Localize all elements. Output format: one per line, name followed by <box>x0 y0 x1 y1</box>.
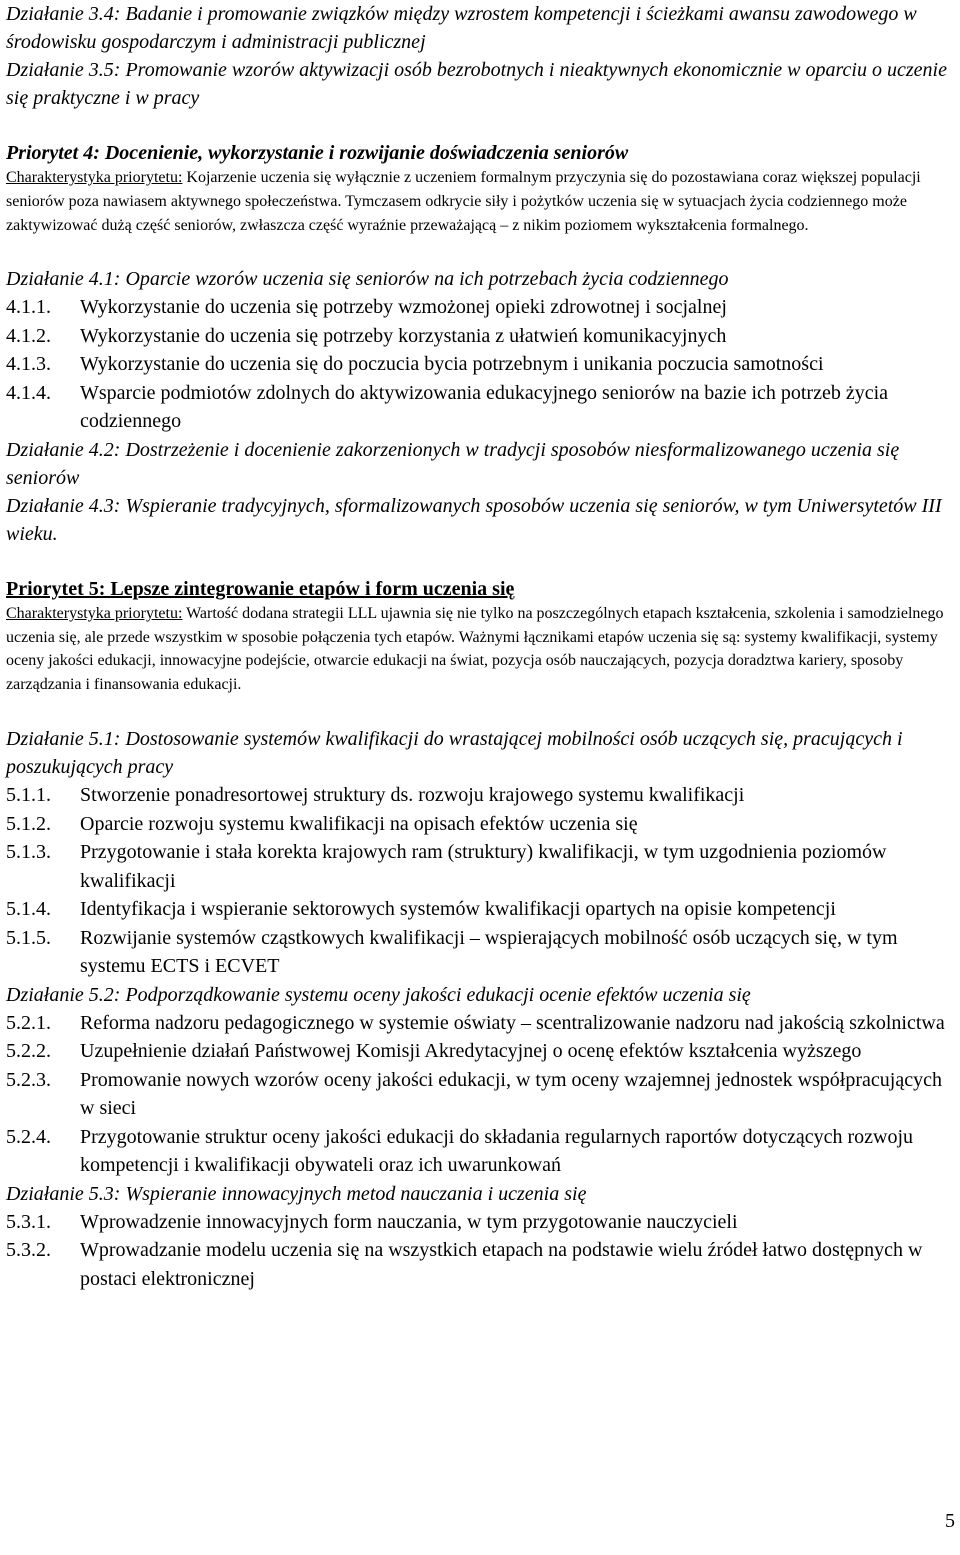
item-text: Przygotowanie struktur oceny jakości edukacji do składania regularnych raportów dotyczących rozwoju kompetencji i kwalifikacji obywateli oraz ich uwarunkowań <box>80 1125 914 1177</box>
list-item <box>6 924 956 981</box>
list-item <box>6 1208 956 1237</box>
item-number: 5.2.3. <box>6 1068 51 1091</box>
item-number: 5.2.4. <box>6 1125 51 1148</box>
action-4-2 <box>6 436 956 492</box>
list-item <box>6 1037 956 1066</box>
item-number: 4.1.4. <box>6 381 51 404</box>
action-text: Oparcie wzorów uczenia się seniorów na ich potrzebach życia codziennego <box>125 268 729 291</box>
item-number: 5.1.5. <box>6 926 51 949</box>
action-3-5 <box>6 56 956 112</box>
action-label: Działanie 3.4: <box>6 3 121 25</box>
action-5-1 <box>6 725 956 781</box>
item-number: 5.2.2. <box>6 1040 51 1063</box>
priority-4-characteristics <box>6 166 956 237</box>
list-item <box>6 1009 956 1038</box>
action-label: Działanie 4.3: <box>6 494 121 517</box>
action-5-2 <box>6 981 956 1009</box>
item-text: Wprowadzenie innowacyjnych form nauczania, w tym przygotowanie nauczycieli <box>80 1210 738 1233</box>
list-item <box>6 1123 956 1180</box>
item-number: 5.1.4. <box>6 898 51 921</box>
item-number: 5.1.2. <box>6 812 51 835</box>
action-text: Dostrzeżenie i docenienie zakorzenionych w tradycji sposobów niesformalizowanego uczenia się seniorów <box>6 438 900 489</box>
action-label: Działanie 5.2: <box>6 983 121 1006</box>
action-text: Promowanie wzorów aktywizacji osób bezrobotnych i nieaktywnych ekonomicznie w oparciu o uczenie się praktyczne i w pracy <box>6 59 947 109</box>
item-text: Stworzenie ponadresortowej struktury ds. rozwoju krajowego systemu kwalifikacji <box>80 784 745 807</box>
list-item <box>6 322 956 351</box>
characteristics-label: Charakterystyka priorytetu: <box>6 604 183 622</box>
item-number: 5.3.1. <box>6 1210 51 1233</box>
list-item <box>6 379 956 436</box>
item-text: Wsparcie podmiotów zdolnych do aktywizowania edukacyjnego seniorów na bazie ich potrzeb życia codziennego <box>80 381 889 433</box>
item-number: 4.1.3. <box>6 353 51 376</box>
list-item <box>6 1236 956 1293</box>
item-text: Wykorzystanie do uczenia się potrzeby wzmożonej opieki zdrowotnej i socjalnej <box>80 296 727 319</box>
item-number: 5.1.3. <box>6 841 51 864</box>
action-text: Wspieranie tradycyjnych, sformalizowanych sposobów uczenia się seniorów, w tym Uniwersytetów III wieku. <box>6 494 942 545</box>
item-text: Wykorzystanie do uczenia się do poczucia bycia potrzebnym i unikania poczucia samotności <box>80 353 824 376</box>
priority-5-title: Priorytet 5: Lepsze zintegrowanie etapów i form uczenia się <box>6 577 515 600</box>
item-number: 5.2.1. <box>6 1011 51 1034</box>
list-item <box>6 838 956 895</box>
action-text: Badanie i promowanie związków między wzrostem kompetencji i ścieżkami awansu zawodowego w środowisku gospodarczym i administracji publicznej <box>6 3 917 53</box>
action-5-3 <box>6 1180 956 1208</box>
item-text: Oparcie rozwoju systemu kwalifikacji na opisach efektów uczenia się <box>80 812 638 835</box>
item-number: 5.3.2. <box>6 1239 51 1262</box>
item-text: Wykorzystanie do uczenia się potrzeby korzystania z ułatwień komunikacyjnych <box>80 324 727 347</box>
priority-5-characteristics <box>6 602 956 697</box>
item-text: Promowanie nowych wzorów oceny jakości edukacji, w tym oceny wzajemnej jednostek współpracujących w sieci <box>80 1068 942 1120</box>
list-item <box>6 810 956 839</box>
list-item <box>6 293 956 322</box>
item-text: Identyfikacja i wspieranie sektorowych systemów kwalifikacji opartych na opisie kompetencji <box>80 898 836 921</box>
action-text: Wspieranie innowacyjnych metod nauczania i uczenia się <box>125 1182 587 1205</box>
page-number: 5 <box>945 1510 955 1532</box>
list-item <box>6 350 956 379</box>
action-label: Działanie 3.5: <box>6 59 121 81</box>
action-4-1 <box>6 265 956 293</box>
list-item <box>6 781 956 810</box>
action-3-4 <box>6 0 956 56</box>
item-text: Uzupełnienie działań Państwowej Komisji Akredytacyjnej o ocenę efektów kształcenia wyższego <box>80 1040 862 1063</box>
list-item <box>6 1066 956 1123</box>
action-label: Działanie 5.3: <box>6 1182 121 1205</box>
characteristics-label: Charakterystyka priorytetu: <box>6 169 183 186</box>
item-text: Rozwijanie systemów cząstkowych kwalifikacji – wspierających mobilność osób uczących się, w tym systemu ECTS i ECVET <box>80 926 898 978</box>
action-text: Podporządkowanie systemu oceny jakości edukacji ocenie efektów uczenia się <box>125 983 751 1006</box>
list-item <box>6 895 956 924</box>
item-number: 4.1.2. <box>6 324 51 347</box>
characteristics-text: Wartość dodana strategii LLL ujawnia się nie tylko na poszczególnych etapach kształcenia, szkolenia i samodzielnego uczenia się, ale przede wszystkim w sposobie połączenia tych etapów. Ważnymi łącznikami etapów uczenia się są: systemy kwalifikacji, systemy oceny jakości edukacji, innowacyjne podejście, otwarcie edukacji na świat, pozycja osób nauczających, pozycja doradztwa kariery, sposoby zarządzania i finansowania edukacji. <box>6 604 944 694</box>
item-text: Wprowadzanie modelu uczenia się na wszystkich etapach na podstawie wielu źródeł łatwo dostępnych w postaci elektronicznej <box>80 1239 923 1290</box>
item-number: 4.1.1. <box>6 296 51 319</box>
action-4-3 <box>6 492 956 548</box>
characteristics-text: Kojarzenie uczenia się wyłącznie z uczeniem formalnym przyczynia się do pozostawiana coraz większej populacji seniorów poza nawiasem aktywnego społeczeństwa. Tymczasem odkrycie siły i pożytków uczenia się w sytuacjach życia codziennego może zaktywizować dużą część seniorów, zwłaszcza część wyraźnie przeważającą – z nikim poziomem wykształcenia formalnego. <box>6 169 921 234</box>
item-text: Przygotowanie i stała korekta krajowych ram (struktury) kwalifikacji, w tym uzgodnienia poziomów kwalifikacji <box>80 841 887 892</box>
action-label: Działanie 4.2: <box>6 438 121 461</box>
action-label: Działanie 4.1: <box>6 268 121 291</box>
action-label: Działanie 5.1: <box>6 728 121 751</box>
item-text: Reforma nadzoru pedagogicznego w systemie oświaty – scentralizowanie nadzoru nad jakością szkolnictwa <box>80 1011 945 1034</box>
priority-4-title: Priorytet 4: Docenienie, wykorzystanie i rozwijanie doświadczenia seniorów <box>6 142 629 164</box>
item-number: 5.1.1. <box>6 784 51 807</box>
document-page <box>6 0 956 1293</box>
action-text: Dostosowanie systemów kwalifikacji do wrastającej mobilności osób uczących się, pracujących i poszukujących pracy <box>6 728 903 779</box>
